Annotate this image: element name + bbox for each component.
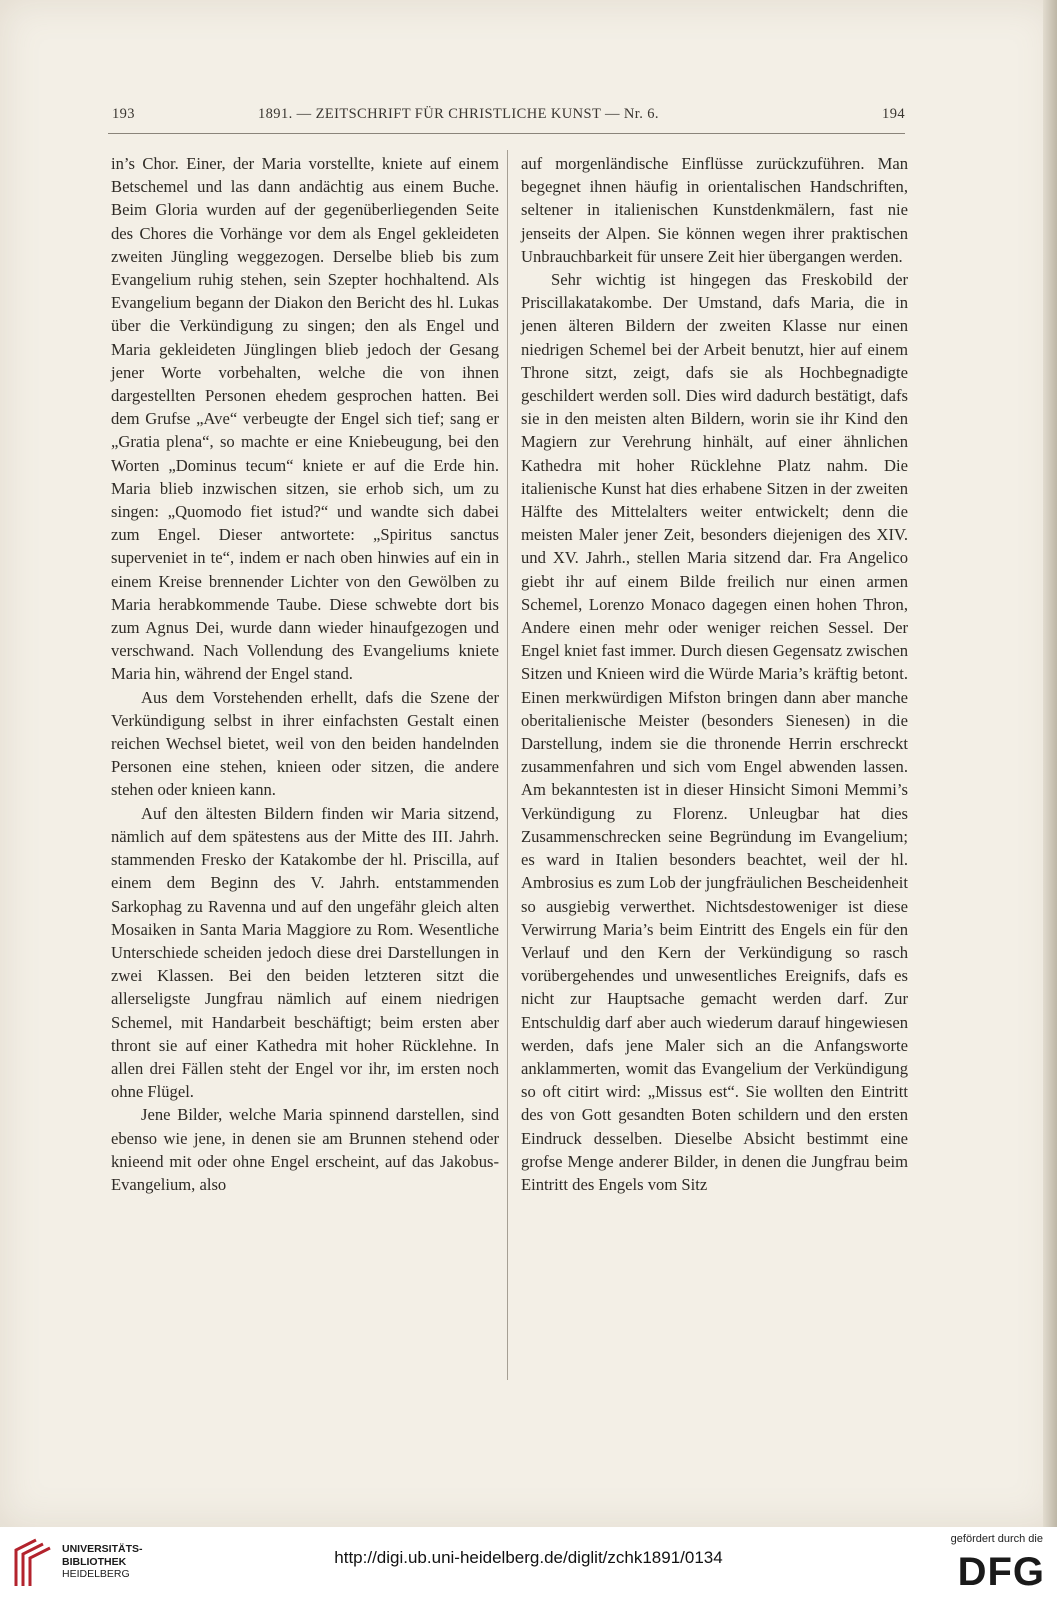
paragraph: Jene Bilder, welche Maria spinnend darstellen, sind ebenso wie jene, in denen sie am Brunnen stehend oder knieend mit oder ohne Engel erscheint, auf das Jakobus-Evangelium, also xyxy=(111,1105,499,1194)
dfg-logo: DFG xyxy=(957,1550,1045,1594)
funding-text: gefördert durch die xyxy=(950,1533,1043,1545)
paragraph: Sehr wichtig ist hingegen das Freskobild der Priscillakatakombe. Der Umstand, dafs Maria, die in jenen älteren Bildern der zweiten Klasse nur einen niedrigen Schemel bei der Arbeit benutzt, hier auf einem Throne sitzt, zeigt, dafs sie als Hochbegnadigte geschildert werden soll. Dies wird dadurch bestätigt, dafs sie in den meisten alten Bildern, worin sie ihr Kind den Magiern zur Verehrung hinhält, auf einer ähnlichen Kathedra mit hoher Rücklehne Platz nahm. Die italienische Kunst hat dies erhabene Sitzen in der zweiten Hälfte des Mittelalters weiter entwickelt; denn die meisten Maler jener Zeit, besonders diejenigen des XIV. und XV. Jahrh., stellen Maria sitzend dar. Fra Angelico giebt ihr auf einem Bilde freilich nur einen armen Schemel, Lorenzo Monaco dagegen einen hohen Thron, Andere einen mehr oder weniger reichen Sessel. Der Engel kniet fast immer. Durch diesen Gegensatz zwischen Sitzen und Knieen wird die Würde Maria’s kräftig betont. Einen merkwürdigen Mifston bringen dann aber manche oberitalienische Meister (besonders Sienesen) in die Darstellung, indem sie die thronende Herrin erschreckt zusammenfahren und sich vom Engel abwenden lassen. Am bekanntesten ist in dieser Hinsicht Simoni Memmi’s Verkündigung zu Florenz. Unleugbar hat dies Zusammenschrecken seine Begründung im Evangelium; es ward in Italien besonders beachtet, weil der hl. Ambrosius es zum Lob der jungfräulichen Bescheidenheit so ausgiebig verwerthet. Nichtsdestoweniger ist diese Verwirrung Maria’s beim Eintritt des Engels ein für den Verlauf und den Kern der Verkündigung so rasch vorübergehendes und unwesentliches Ereignifs, dafs es nicht zur Hauptsache gemacht werden darf. Zur Entschuldig darf aber auch wiederum darauf hingewiesen werden, dafs jene Maler sich an die Anfangsworte anklammerten, womit das Evangelium der Verkündigung so oft citirt wird: „Missus est“. Sie wollten den Eintritt des von Gott gesandten Boten schildern und den ersten Eindruck desselben. Dieselbe Absicht bestimmt eine grofse Menge anderer Bilder, in denen die Jungfrau beim Eintritt des Engels vom Sitz xyxy=(521,270,908,1194)
library-name: UNIVERSITÄTS- BIBLIOTHEK HEIDELBERG xyxy=(62,1543,143,1580)
running-head xyxy=(108,106,905,128)
paragraph: Auf den ältesten Bildern finden wir Maria sitzend, nämlich auf dem spätestens aus der Mitte des III. Jahrh. stammenden Fresko der Katakombe der hl. Priscilla, auf einem dem Beginn des V. Jahrh. entstammenden Sarkophag zu Ravenna und auf den ungefähr gleich alten Mosaiken in Santa Maria Maggiore zu Rom. Wesentliche Unterschiede scheiden jedoch diese drei Darstellungen in zwei Klassen. Bei den beiden letzteren sitzt die allerseligste Jungfrau nämlich auf einem niedrigen Schemel, mit Handarbeit beschäftigt; beim ersten aber thront sie auf einer Kathedra mit hoher Rücklehne. In allen drei Fällen steht der Engel vor ihr, im ersten noch ohne Flügel. xyxy=(111,803,499,1102)
header-rule xyxy=(108,133,905,134)
paragraph: Aus dem Vorstehenden erhellt, dafs die Szene der Verkündigung selbst in ihrer einfachsten Gestalt einen reichen Wechsel bietet, weil von den beiden handelnden Personen eine stehen, knieen oder sitzen, die andere stehen oder knieen kann. xyxy=(111,687,499,800)
page-number-right: 194 xyxy=(882,106,905,122)
paragraph: in’s Chor. Einer, der Maria vorstellte, kniete auf einem Betschemel und las dann andächtig aus einem Buche. Beim Gloria wurden auf der gegenüberliegenden Seite des Chores die Vorhänge vor dem als Engel gekleideten zweiten Jüngling weggezogen. Derselbe blieb bis zum Evangelium ruhig stehen, sein Szepter hochhaltend. Als Evangelium begann der Diakon den Bericht des hl. Lukas über die Verkündigung zu singen; den als Engel und Maria gekleideten Jünglingen blieb jedoch der Gesang jener Worte vorbehalten, welche die von ihnen dargestellten Personen ehedem gesprochen hatten. Bei dem Grufse „Ave“ verbeugte der Engel sich tief; sang er „Gratia plena“, so machte er eine Kniebeugung, bei den Worten „Dominus tecum“ kniete er auf die Erde hin. Maria blieb inzwischen sitzen, sie erhob sich, um zu singen: „Quomodo fiet istud?“ und wandte sich dabei zum Engel. Dieser antwortete: „Spiritus sanctus superveniet in te“, indem er nach oben hinwies auf ein in einem Kreise brennender Lichter von den Gewölben zu Maria herabkommende Taube. Diese schwebte dort bis zum Agnus Dei, wurde dann wieder hinaufgezogen und verschwand. Nach Vollendung des Evangeliums kniete Maria hin, während der Engel stand. xyxy=(111,154,499,684)
source-url-link[interactable]: http://digi.ub.uni-heidelberg.de/diglit/zchk1891/0134 xyxy=(334,1548,723,1567)
page-edge xyxy=(1043,0,1057,1527)
left-column xyxy=(111,152,499,1196)
journal-title: 1891. — ZEITSCHRIFT FÜR CHRISTLICHE KUNST — Nr. 6. xyxy=(258,106,659,122)
page-number-left: 193 xyxy=(112,106,135,122)
paragraph: auf morgenländische Einflüsse zurückzuführen. Man begegnet ihnen häufig in orientalischen Handschriften, seltener in italienischen Kunstdenkmälern, fast nie jenseits der Alpen. Sie können wegen ihrer praktischen Unbrauchbarkeit für unsere Zeit hier übergangen werden. xyxy=(521,154,908,266)
column-divider xyxy=(507,150,508,1380)
right-column xyxy=(521,152,908,1196)
